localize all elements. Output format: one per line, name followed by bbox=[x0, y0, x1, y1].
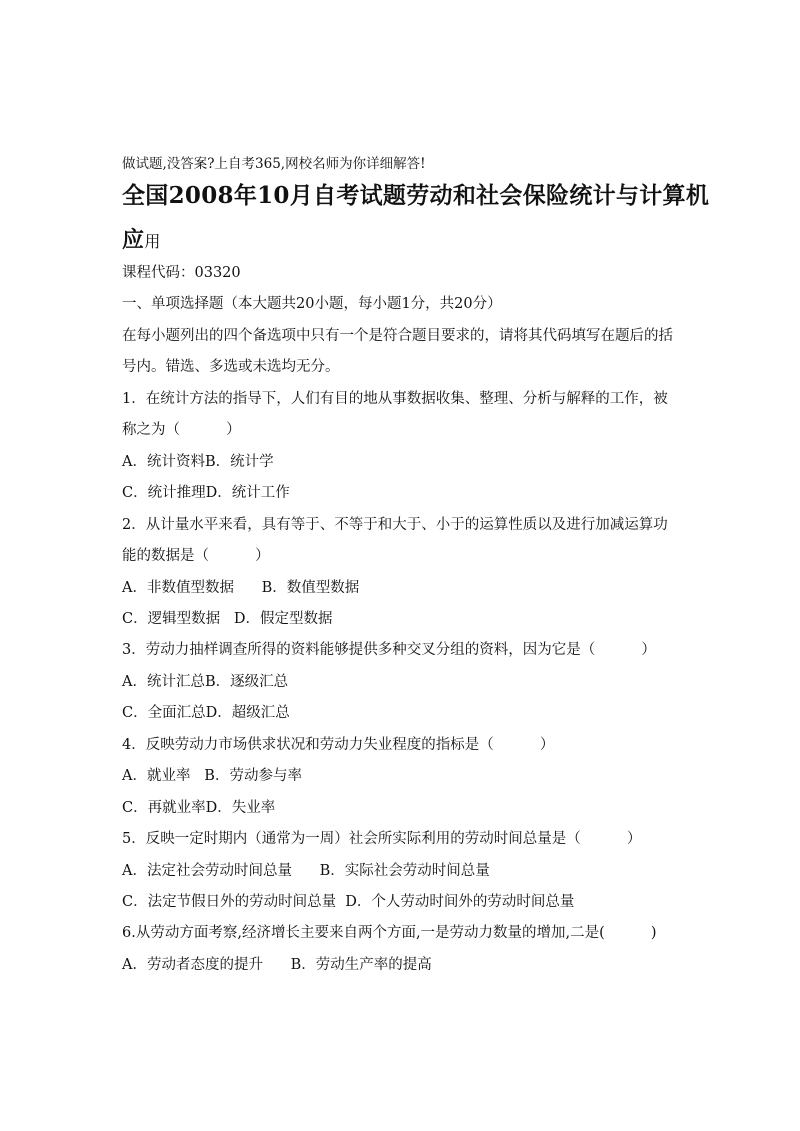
question-1-options-cd: C．统计推理D．统计工作 bbox=[122, 485, 290, 501]
promo-banner: 做试题,没答案?上自考365,网校名师为你详细解答! bbox=[122, 156, 426, 172]
question-1-continued: 称之为（ ） bbox=[122, 422, 241, 438]
question-2-options-cd: C．逻辑型数据 D．假定型数据 bbox=[122, 611, 333, 627]
title-char-small: 用 bbox=[144, 232, 161, 251]
question-1-options-ab: A．统计资料B．统计学 bbox=[122, 454, 274, 470]
question-2-options-ab: A．非数值型数据 B．数值型数据 bbox=[122, 580, 360, 596]
exam-title-continued bbox=[122, 225, 161, 257]
question-5-options-ab: A．法定社会劳动时间总量 B．实际社会劳动时间总量 bbox=[122, 863, 490, 879]
exam-title: 全国2008年10月自考试题劳动和社会保险统计与计算机 bbox=[122, 182, 710, 209]
question-3-options-ab: A．统计汇总B．逐级汇总 bbox=[122, 674, 289, 690]
question-2-continued: 能的数据是（ ） bbox=[122, 548, 270, 564]
question-3-options-cd: C．全面汇总D．超级汇总 bbox=[122, 705, 290, 721]
title-char-large: 应 bbox=[122, 227, 145, 253]
question-6: 6.从劳动方面考察,经济增长主要来自两个方面,一是劳动力数量的增加,二是( ) bbox=[122, 925, 657, 941]
section-instruction: 号内。错选、多选或未选均无分。 bbox=[122, 359, 340, 375]
question-3: 3．劳动力抽样调查所得的资料能够提供多种交叉分组的资料，因为它是（ ） bbox=[122, 642, 656, 658]
question-5: 5．反映一定时期内（通常为一周）社会所实际利用的劳动时间总量是（ ） bbox=[122, 831, 642, 847]
question-4: 4．反映劳动力市场供求状况和劳动力失业程度的指标是（ ） bbox=[122, 737, 555, 753]
question-6-options-ab: A．劳动者态度的提升 B．劳动生产率的提高 bbox=[122, 957, 432, 973]
question-5-options-cd: C．法定节假日外的劳动时间总量 D．个人劳动时间外的劳动时间总量 bbox=[122, 894, 575, 910]
question-4-options-ab: A．就业率 B．劳动参与率 bbox=[122, 768, 302, 784]
question-1: 1．在统计方法的指导下，人们有目的地从事数据收集、整理、分析与解释的工作，被 bbox=[122, 391, 668, 407]
question-4-options-cd: C．再就业率D．失业率 bbox=[122, 800, 276, 816]
section-heading: 一、单项选择题（本大题共20小题，每小题1分，共20分） bbox=[122, 296, 502, 312]
course-code: 课程代码：03320 bbox=[122, 265, 241, 281]
question-2: 2．从计量水平来看，具有等于、不等于和大于、小于的运算性质以及进行加减运算功 bbox=[122, 517, 668, 533]
section-instruction: 在每小题列出的四个备选项中只有一个是符合题目要求的，请将其代码填写在题后的括 bbox=[122, 328, 673, 344]
